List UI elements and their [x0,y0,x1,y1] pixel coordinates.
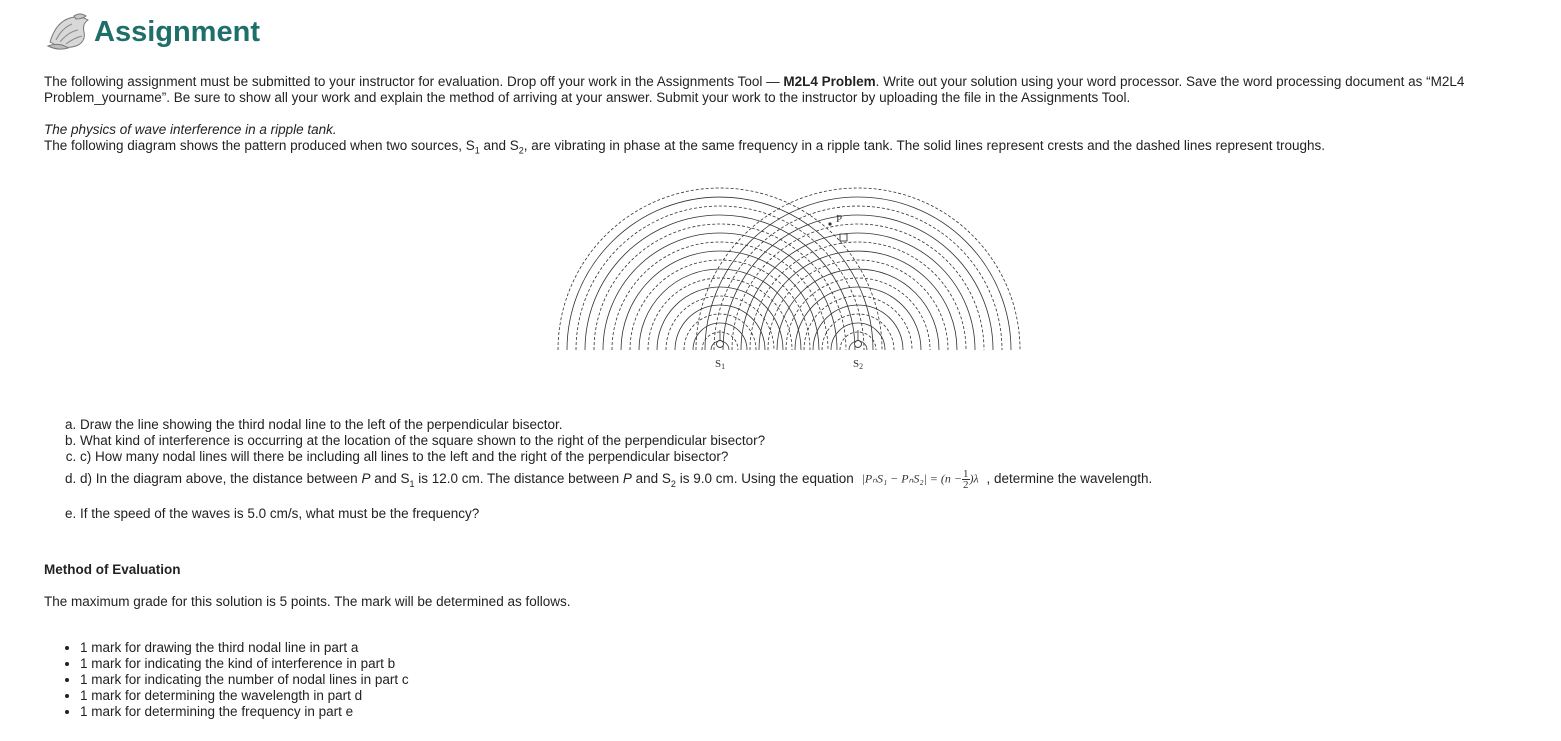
criteria-item: • 1 mark for drawing the third nodal line in part a [80,640,409,656]
crest-line-s2 [705,197,1011,350]
path-difference-equation: |PₙS₁ − PₙS₂| = (n − $\frac{1}{2}$ )λ [861,468,979,491]
assignment-name: M2L4 Problem [783,74,876,89]
page-title: Assignment [94,16,260,48]
label-p: P [836,213,843,225]
label-s2: S2 [853,358,864,371]
source-s2 [855,341,862,348]
ripple-tank-diagram [540,170,1040,380]
page-header [46,12,260,52]
topic-title: The physics of wave interference in a ripple tank. [44,122,337,137]
question-e: e. If the speed of the waves is 5.0 cm/s, what must be the frequency? [80,506,1530,522]
max-grade-text: The maximum grade for this solution is 5 points. The mark will be determined as follows. [44,594,571,609]
crest-line-s1 [567,197,873,350]
topic-paragraph: The physics of wave interference in a ripple tank. The following diagram shows the pattern produced when two sources, $S_1$ and $S_2$, are vibrating in phase at the same frequency in a ripple tank. The solid lines represent crests and the dashed lines represent troughs. [44,122,1544,159]
square-marker [840,234,847,241]
question-c: c. c) How many nodal lines will there be including all lines to the left and the right of the perpendicular bisector? [80,449,1530,465]
question-list [44,417,1530,522]
scroll-icon [46,12,92,52]
intro-paragraph: The following assignment must be submitted to your instructor for evaluation. Drop off your work in the Assignments Tool — M2L4 Problem. Write out your solution using your word processor. Save the word processing document as “M2L4 Problem_yourname”. Be sure to show all your work and explain the method of arriving at your answer. Submit your work to the instructor by uploading the file in the Assignments Tool. [44,74,1465,105]
crest-line-s1 [585,215,855,350]
source-s1 [717,341,724,348]
evaluation-heading: Method of Evaluation [44,562,181,577]
criteria-item: • 1 mark for indicating the number of nodal lines in part c [80,672,409,688]
label-s1: S1 [715,358,726,371]
question-a: a. Draw the line showing the third nodal line to the left of the perpendicular bisector. [80,417,1530,433]
question-d: d. d) In the diagram above, the distance between P and $S_1$ is 12.0 cm. The distance between P and $S_2$ is 9.0 cm. Using the equation |PₙS₁ − PₙS₂| = (n − $\frac{1}{2}$ )λ , determine the wavelength. [80,469,1530,492]
point-p-dot [828,222,831,225]
criteria-item: • 1 mark for determining the wavelength in part d [80,688,409,704]
criteria-list [44,640,409,720]
criteria-item: • 1 mark for determining the frequency in part e [80,704,409,720]
question-b: b. What kind of interference is occurring at the location of the square shown to the right of the perpendicular bisector? [80,433,1530,449]
criteria-item: • 1 mark for indicating the kind of interference in part b [80,656,409,672]
wave-fronts [558,188,1020,350]
crest-line-s2 [723,215,993,350]
